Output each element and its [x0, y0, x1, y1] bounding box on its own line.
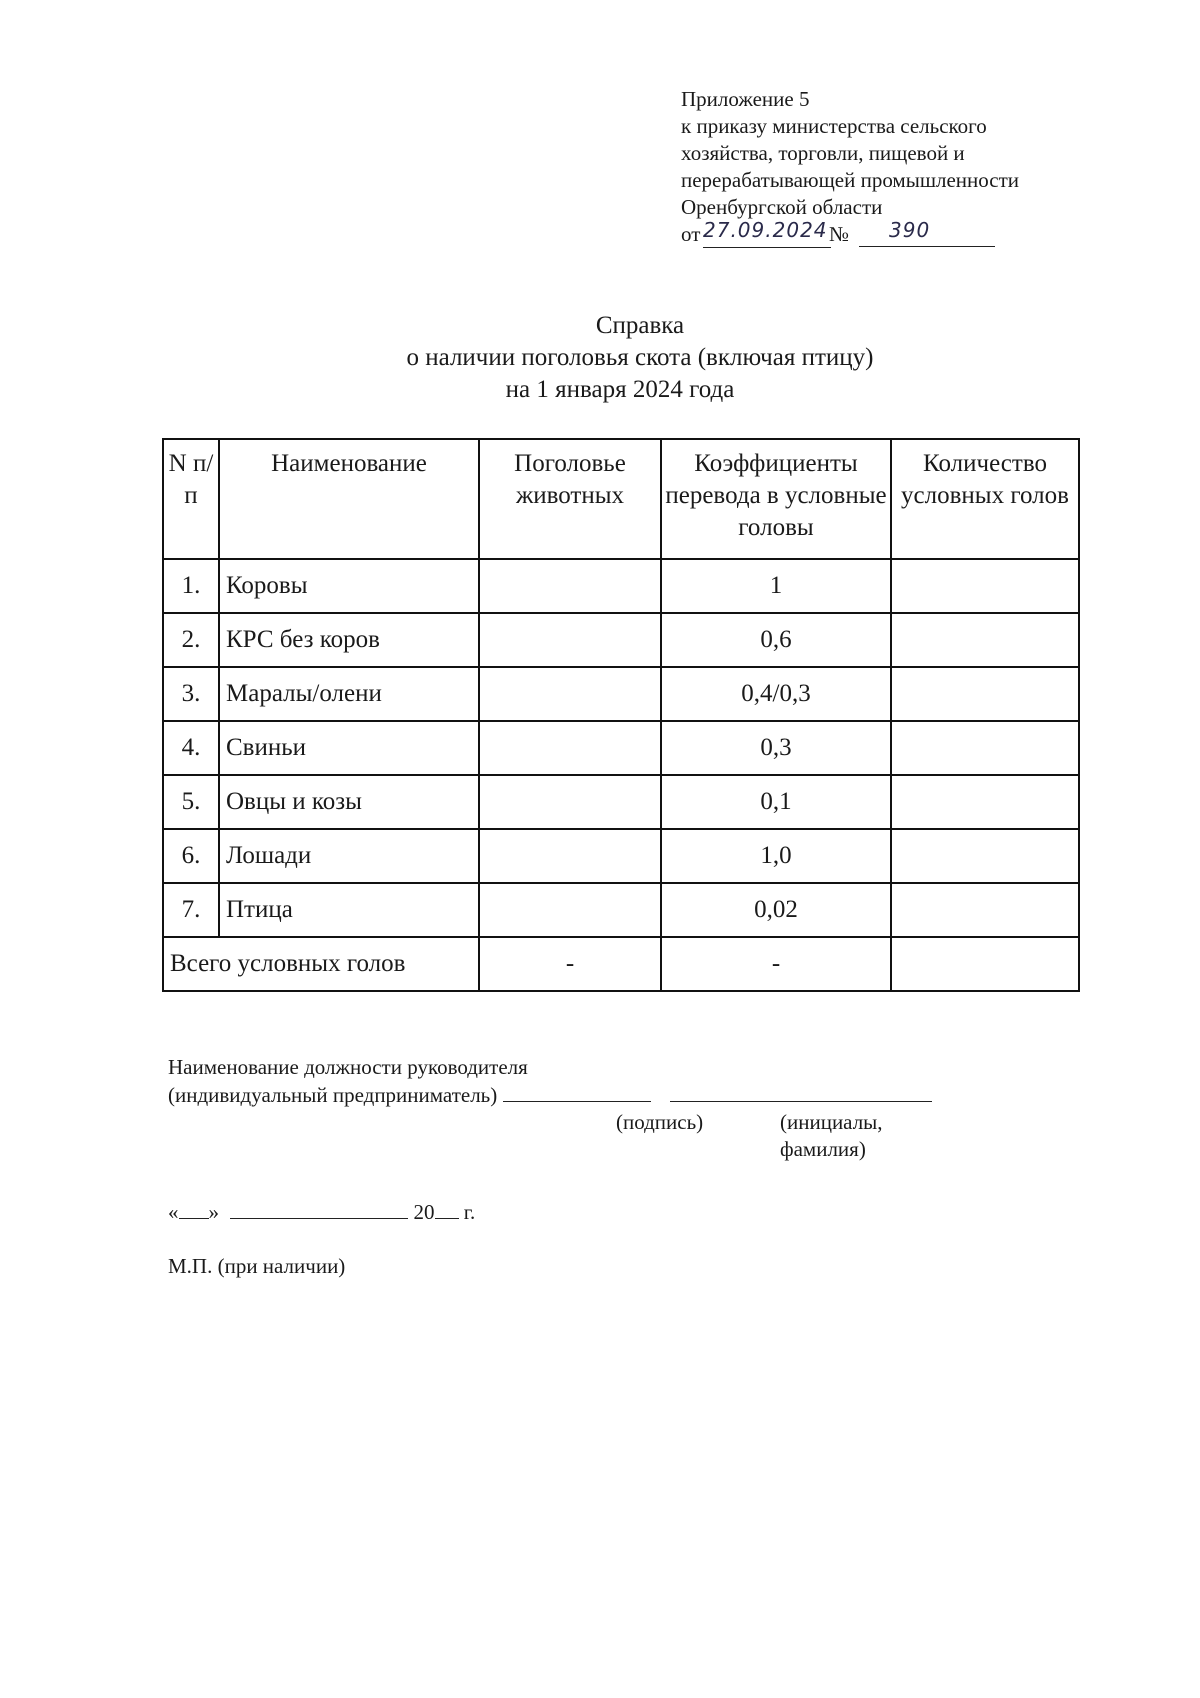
row-heads[interactable] — [479, 613, 661, 667]
entrepreneur-label: (индивидуальный предприниматель) — [168, 1083, 498, 1107]
header-conditional-heads: Количество условных голов — [891, 439, 1079, 559]
livestock-table — [162, 438, 1080, 992]
annex-industry-line: перерабатывающей промышленности — [681, 168, 1020, 192]
row-num: 2. — [163, 613, 219, 667]
row-conditional-heads[interactable] — [891, 775, 1079, 829]
from-label: от — [681, 222, 701, 246]
month-blank[interactable] — [230, 1198, 408, 1219]
table-row — [163, 613, 1079, 667]
header-heads: Поголовье животных — [479, 439, 661, 559]
signature-caption: (подпись) — [616, 1110, 704, 1134]
total-label: Всего условных голов — [163, 937, 479, 991]
row-conditional-heads[interactable] — [891, 721, 1079, 775]
name-caption: (инициалы, фамилия) — [780, 1110, 883, 1161]
row-name: Маралы/олени — [219, 667, 479, 721]
row-name: Свиньи — [219, 721, 479, 775]
table-row — [163, 559, 1079, 613]
row-num: 1. — [163, 559, 219, 613]
row-num: 6. — [163, 829, 219, 883]
table-row — [163, 829, 1079, 883]
order-reference — [681, 218, 1101, 251]
title-line-2: о наличии поголовья скота (включая птицу) — [406, 344, 874, 371]
year-blank[interactable] — [435, 1198, 459, 1219]
total-heads: - — [479, 937, 661, 991]
row-coefficient: 1 — [661, 559, 891, 613]
row-name: Птица — [219, 883, 479, 937]
order-date-handwritten: 27.09.2024 — [703, 217, 831, 248]
year-prefix: 20 — [413, 1200, 435, 1224]
table-row — [163, 775, 1079, 829]
order-number-handwritten: 390 — [859, 217, 995, 247]
row-heads[interactable] — [479, 829, 661, 883]
close-quote: » — [208, 1200, 219, 1224]
row-num: 5. — [163, 775, 219, 829]
annex-order-line: к приказу министерства сельского — [681, 114, 987, 138]
annex-region-line: Оренбургской области — [681, 195, 883, 219]
row-heads[interactable] — [479, 775, 661, 829]
row-conditional-heads[interactable] — [891, 559, 1079, 613]
total-conditional-heads[interactable] — [891, 937, 1079, 991]
row-coefficient: 0,02 — [661, 883, 891, 937]
row-heads[interactable] — [479, 883, 661, 937]
header-num: N п/п — [163, 439, 219, 559]
row-conditional-heads[interactable] — [891, 613, 1079, 667]
signature-captions — [168, 1109, 932, 1161]
number-label: № — [829, 222, 850, 246]
row-coefficient: 0,3 — [661, 721, 891, 775]
row-heads[interactable] — [479, 721, 661, 775]
table-header-row — [163, 439, 1079, 559]
row-name: Лошади — [219, 829, 479, 883]
row-name: Коровы — [219, 559, 479, 613]
position-label: Наименование должности руководителя — [168, 1055, 528, 1079]
row-num: 7. — [163, 883, 219, 937]
row-num: 4. — [163, 721, 219, 775]
table-row — [163, 721, 1079, 775]
row-num: 3. — [163, 667, 219, 721]
row-name: КРС без коров — [219, 613, 479, 667]
stamp-label: М.П. (при наличии) — [168, 1254, 346, 1278]
header-name: Наименование — [219, 439, 479, 559]
row-coefficient: 0,1 — [661, 775, 891, 829]
row-coefficient: 0,6 — [661, 613, 891, 667]
open-quote: « — [168, 1200, 179, 1224]
signature-block — [168, 1054, 932, 1161]
row-conditional-heads[interactable] — [891, 829, 1079, 883]
name-blank[interactable] — [670, 1081, 932, 1102]
table-total-row — [163, 937, 1079, 991]
year-suffix: г. — [463, 1200, 476, 1224]
day-blank[interactable] — [179, 1198, 209, 1219]
row-conditional-heads[interactable] — [891, 667, 1079, 721]
signature-blank[interactable] — [503, 1081, 651, 1102]
row-coefficient: 1,0 — [661, 829, 891, 883]
row-heads[interactable] — [479, 559, 661, 613]
document-title — [0, 310, 1200, 406]
total-coefficient: - — [661, 937, 891, 991]
header-coefficients: Коэффициенты перевода в условные головы — [661, 439, 891, 559]
annex-block — [681, 86, 1101, 251]
row-conditional-heads[interactable] — [891, 883, 1079, 937]
table-row — [163, 667, 1079, 721]
entrepreneur-line — [168, 1081, 932, 1109]
annex-title: Приложение 5 — [681, 87, 810, 111]
row-name: Овцы и козы — [219, 775, 479, 829]
table-row — [163, 883, 1079, 937]
date-line — [168, 1198, 475, 1225]
annex-ministry-line: хозяйства, торговли, пищевой и — [681, 141, 965, 165]
row-coefficient: 0,4/0,3 — [661, 667, 891, 721]
title-line-3: на 1 января 2024 года — [505, 376, 735, 403]
row-heads[interactable] — [479, 667, 661, 721]
title-line-1: Справка — [595, 312, 685, 339]
